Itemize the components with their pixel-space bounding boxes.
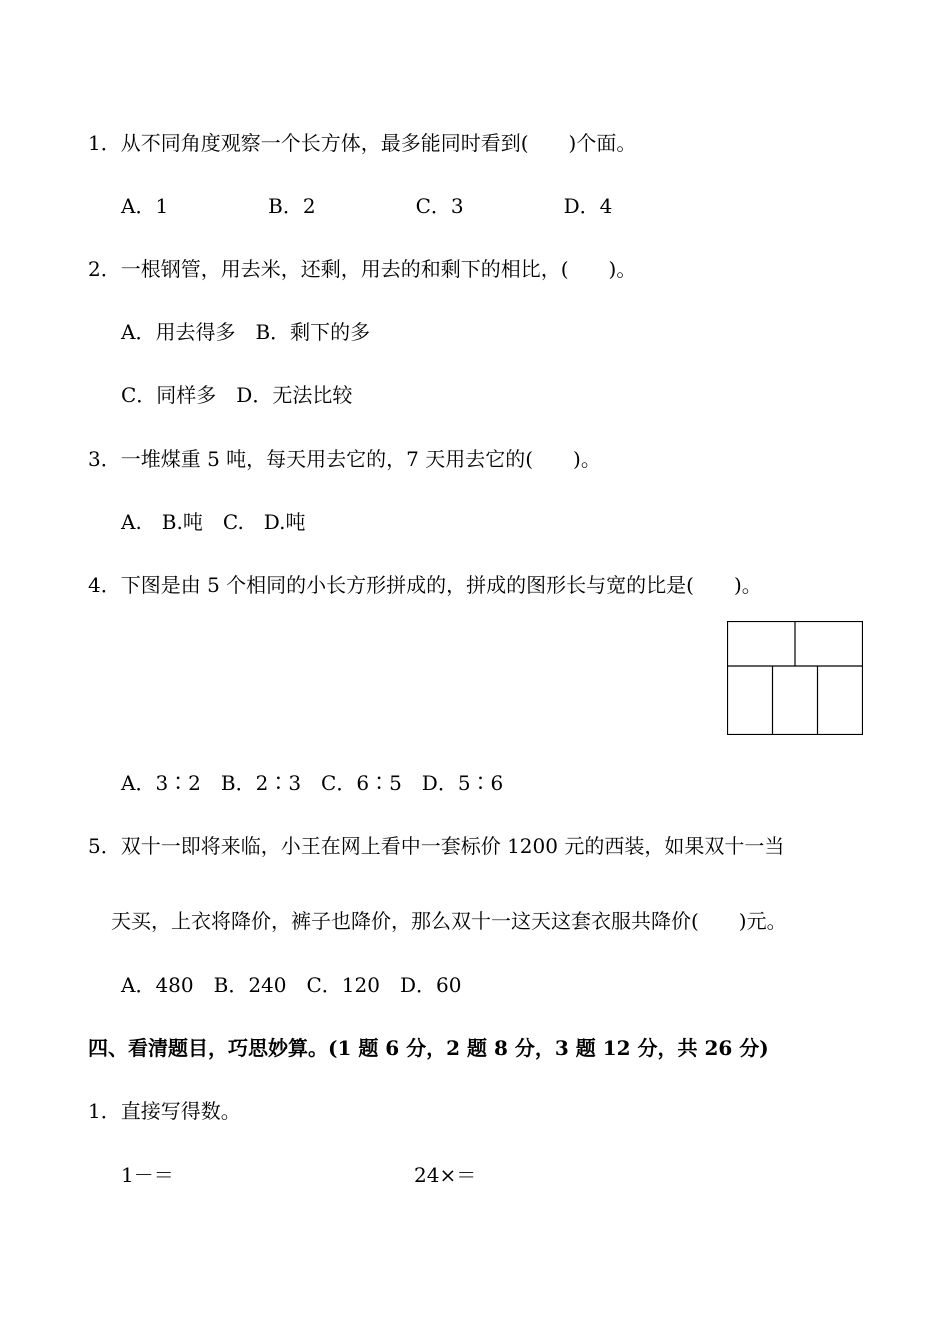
question-5-stem: 5．双十一即将来临，小王在网上看中一套标价 1200 元的西装，如果双十一当 — [88, 834, 785, 858]
rectangle-tiling-figure — [727, 621, 863, 735]
section-4-q1-label: 1．直接写得数。 — [88, 1099, 241, 1123]
question-2-options-row-2: C．同样多 D．无法比较 — [121, 383, 353, 407]
question-3-options: A. B.吨 C. D.吨 — [121, 510, 306, 534]
question-3-stem: 3．一堆煤重 5 吨，每天用去它的，7 天用去它的( )。 — [88, 447, 601, 471]
expression-right: 24×＝ — [414, 1163, 477, 1187]
question-1-stem: 1．从不同角度观察一个长方体，最多能同时看到( )个面。 — [88, 131, 637, 155]
question-4-stem: 4．下图是由 5 个相同的小长方形拼成的，拼成的图形长与宽的比是( )。 — [88, 573, 762, 597]
question-2-stem: 2．一根钢管，用去米，还剩，用去的和剩下的相比，( )。 — [88, 257, 637, 281]
question-2-options-row-1: A．用去得多 B．剩下的多 — [121, 320, 371, 344]
expression-left: 1－＝ — [121, 1163, 174, 1187]
question-5-stem-continued: 天买，上衣将降价，裤子也降价，那么双十一这天这套衣服共降价( )元。 — [111, 909, 787, 933]
question-1-options: A．1 B．2 C．3 D．4 — [121, 194, 613, 218]
section-4-heading: 四、看清题目，巧思妙算。(1 题 6 分，2 题 8 分，3 题 12 分，共 26 分) — [88, 1036, 769, 1060]
question-4-options: A．3∶2 B．2∶3 C．6∶5 D．5∶6 — [121, 771, 504, 795]
question-5-options: A．480 B．240 C．120 D．60 — [121, 973, 462, 997]
